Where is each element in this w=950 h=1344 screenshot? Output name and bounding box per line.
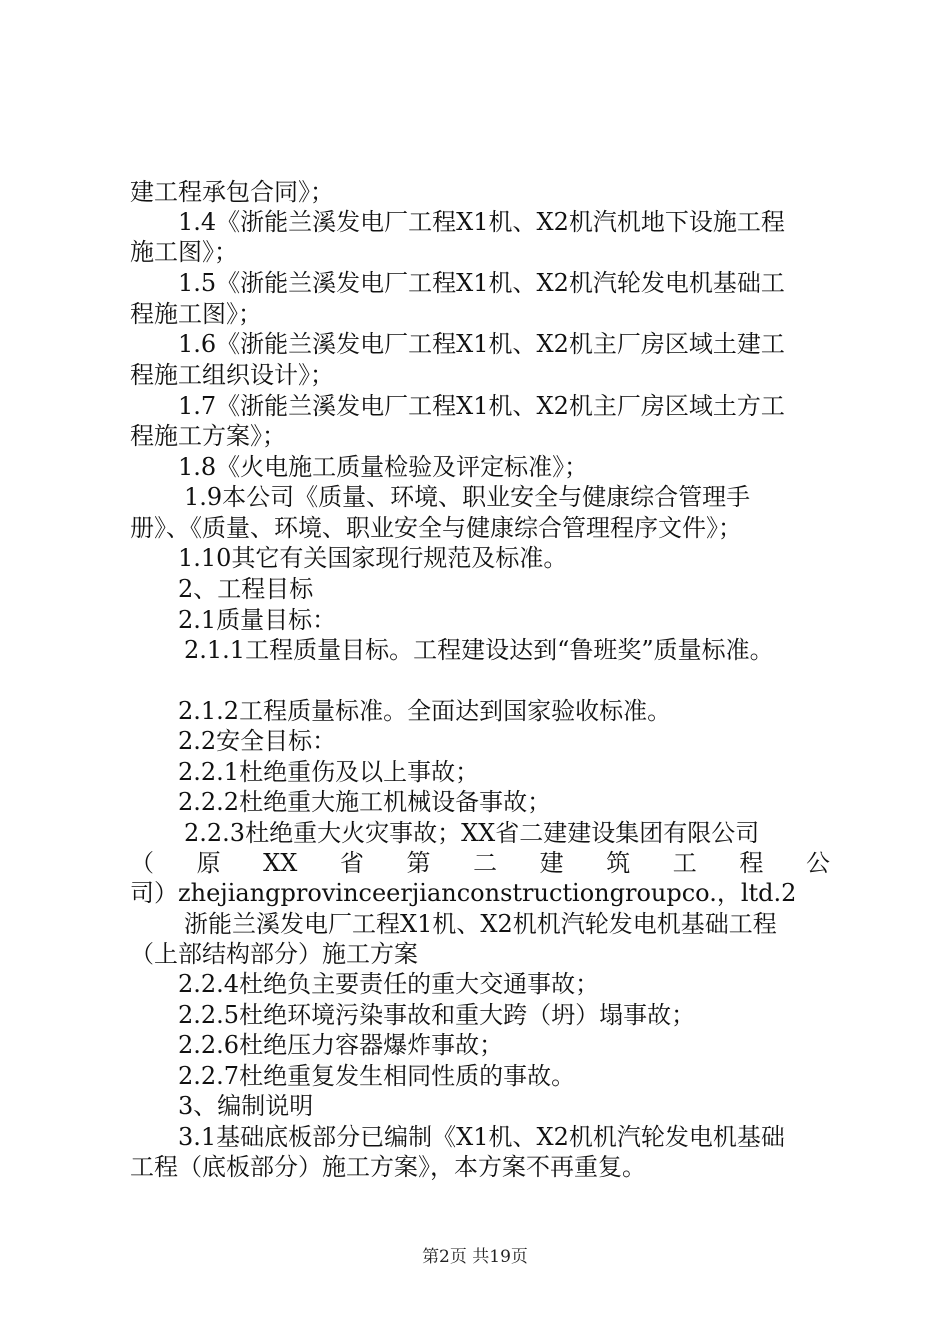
word: 工 (672, 849, 697, 877)
text-line: 册》、《质量、环境、职业安全与健康综合管理程序文件》； (130, 514, 742, 542)
text-line: 1.7《浙能兰溪发电厂工程X1机、X2机主厂房区域土方工 (178, 392, 785, 420)
page-number-footer: 第2页 共19页 (422, 1247, 528, 1267)
text-line: 程施工组织设计》； (130, 361, 334, 389)
word: 二 (473, 849, 498, 877)
text-line: 2.1质量目标： (178, 606, 337, 634)
section-heading: 2、工程目标 (178, 575, 314, 603)
text-line: 2.2.6杜绝压力容器爆炸事故； (178, 1031, 504, 1059)
text-line: 2.2.2杜绝重大施工机械设备事故； (178, 788, 552, 816)
text-line: 1.4《浙能兰溪发电厂工程X1机、X2机汽机地下设施工程 (178, 208, 785, 236)
text-line: 1.9本公司《质量、环境、职业安全与健康综合管理手 (184, 483, 751, 511)
text-line: 1.6《浙能兰溪发电厂工程X1机、X2机主厂房区域土建工 (178, 330, 785, 358)
text-line: 2.2.7杜绝重复发生相同性质的事故。 (178, 1062, 576, 1090)
text-line: 施工图》； (130, 238, 238, 266)
text-line: （上部结构部分）施工方案 (130, 940, 418, 968)
text-line: 2.2.1杜绝重伤及以上事故； (178, 758, 480, 786)
text-line: 建工程承包合同》； (130, 178, 334, 206)
word: 第 (406, 849, 431, 877)
word: 省 (339, 849, 364, 877)
word: 公 (805, 849, 830, 877)
text-line: 1.5《浙能兰溪发电厂工程X1机、X2机汽轮发电机基础工 (178, 269, 785, 297)
text-line: 2.2安全目标： (178, 727, 337, 755)
word: 筑 (606, 849, 631, 877)
text-line: 2.2.3杜绝重大火灾事故；XX省二建建设集团有限公司 (184, 819, 760, 847)
text-line: 2.1.2工程质量标准。全面达到国家验收标准。 (178, 697, 672, 725)
text-line: 工程（底板部分）施工方案》，本方案不再重复。 (130, 1153, 646, 1181)
word: （ (130, 849, 154, 877)
text-line: 2.2.4杜绝负主要责任的重大交通事故； (178, 970, 600, 998)
text-line: 2.2.5杜绝环境污染事故和重大跨（坍）塌事故； (178, 1001, 696, 1029)
section-heading: 3、编制说明 (178, 1092, 314, 1120)
text-line: 浙能兰溪发电厂工程X1机、X2机机汽轮发电机基础工程 (184, 910, 777, 938)
text-line: 3.1基础底板部分已编制《X1机、X2机机汽轮发电机基础 (178, 1123, 785, 1151)
text-line: 程施工图》； (130, 300, 262, 328)
text-line: 程施工方案》； (130, 422, 286, 450)
text-line: 1.8《火电施工质量检验及评定标准》； (178, 453, 589, 481)
text-line: 2.1.1工程质量目标。工程建设达到“鲁班奖”质量标准。 (184, 636, 774, 664)
text-line: 司）zhejiangprovinceerjianconstructiongroupco.，ltd.2 (130, 879, 797, 907)
justified-line (130, 847, 830, 879)
word: 原 (196, 849, 221, 877)
word: 建 (539, 849, 564, 877)
word: XX (263, 849, 298, 877)
word: 程 (739, 849, 764, 877)
text-line: 1.10其它有关国家现行规范及标准。 (178, 544, 568, 572)
